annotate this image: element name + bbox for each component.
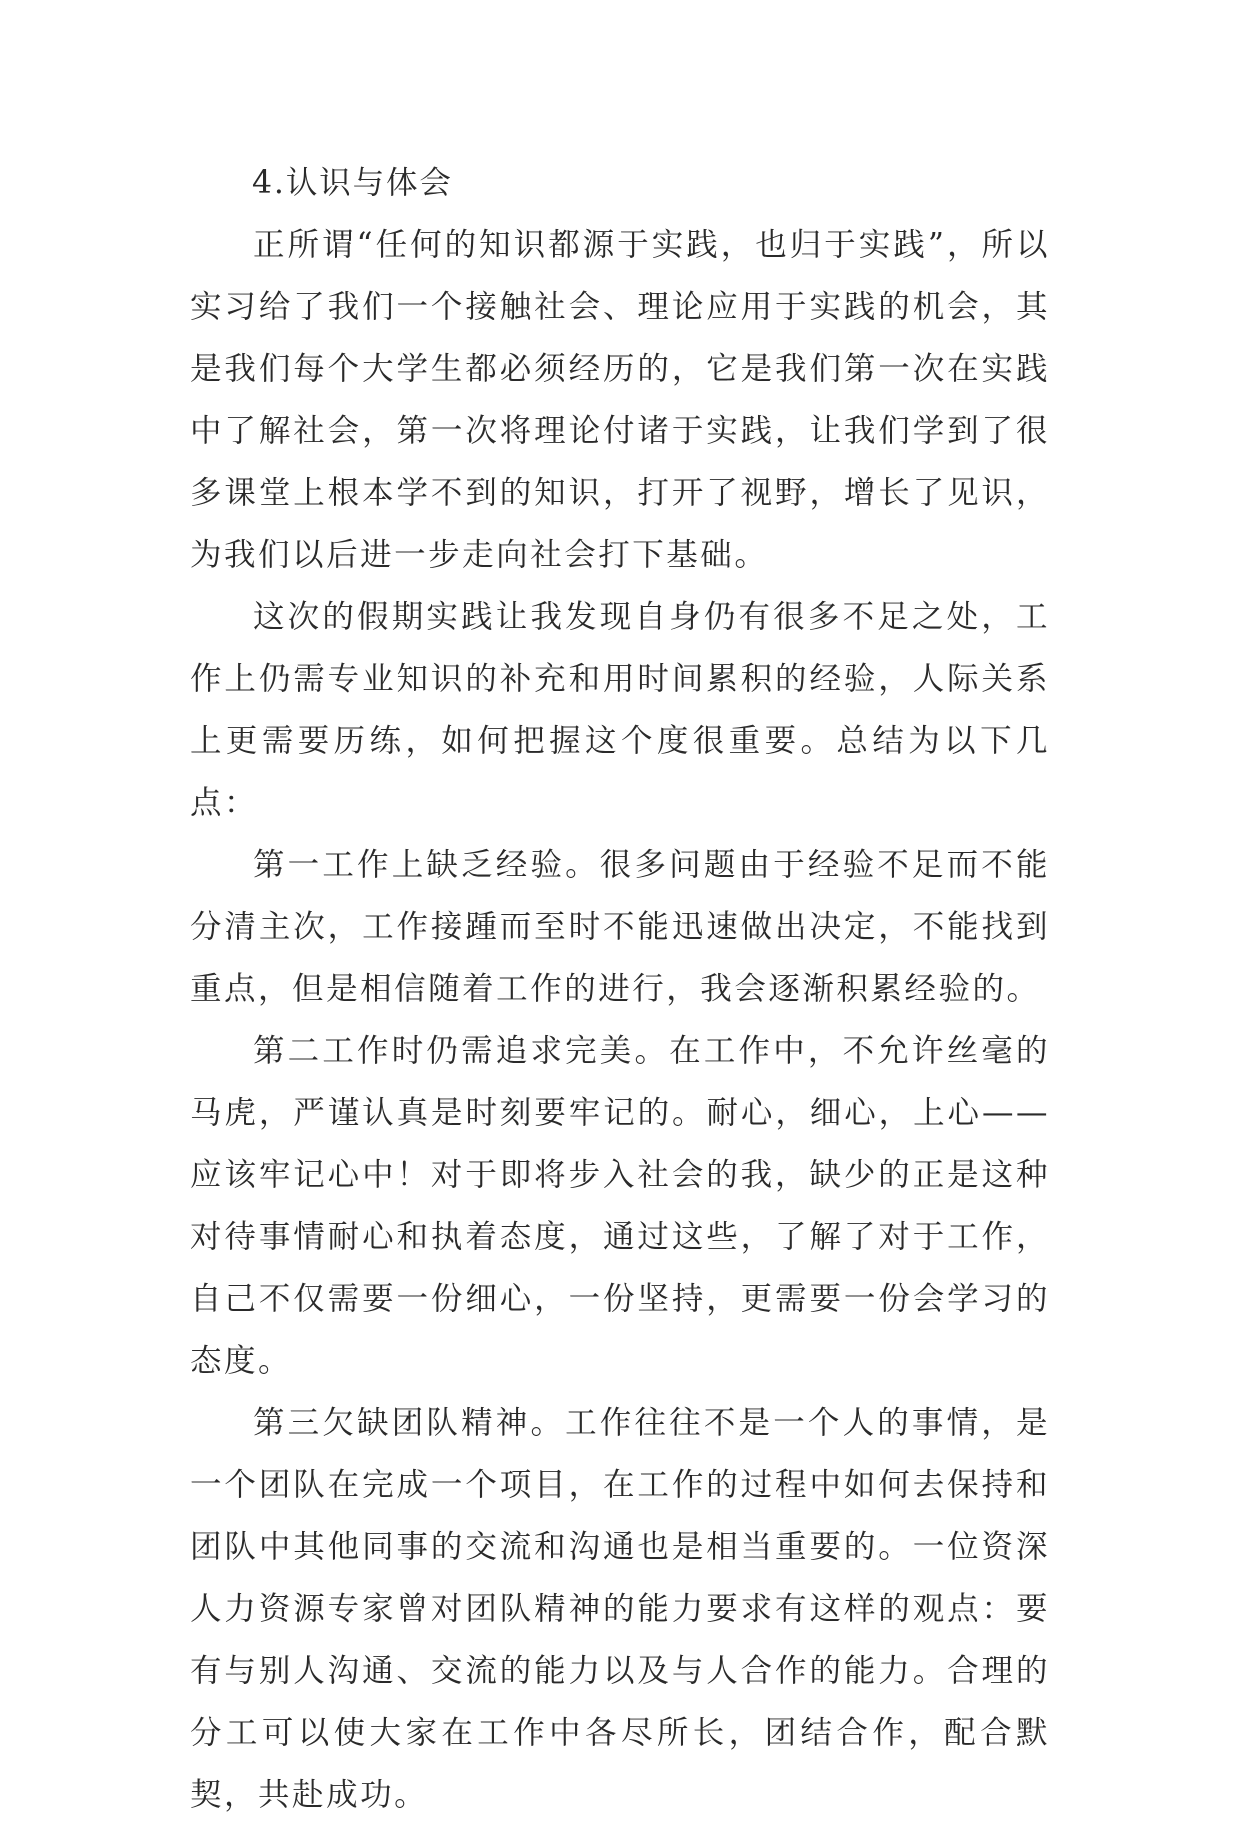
paragraph-shortcomings-intro: 这次的假期实践让我发现自身仍有很多不足之处，工作上仍需专业知识的补充和用时间累积的经验，人际关系上更需要历练，如何把握这个度很重要。总结为以下几点： — [190, 599, 1050, 821]
paragraph-point-two: 第二工作时仍需追求完美。在工作中，不允许丝毫的马虎，严谨认真是时刻要牢记的。耐心，细心，上心——应该牢记心中！对于即将步入社会的我，缺少的正是这种对待事情耐心和执着态度，通过这些，了解了对于工作，自己不仅需要一份细心，一份坚持，更需要一份会学习的态度。 — [190, 1033, 1050, 1379]
section-heading: 4.认识与体会 — [252, 165, 453, 201]
document-body — [190, 152, 1050, 1826]
paragraph-practice-significance: 正所谓“任何的知识都源于实践，也归于实践”，所以实习给了我们一个接触社会、理论应用于实践的机会，其是我们每个大学生都必须经历的，它是我们第一次在实践中了解社会，第一次将理论付诸于实践，让我们学到了很多课堂上根本学不到的知识，打开了视野，增长了见识，为我们以后进一步走向社会打下基础。 — [190, 227, 1050, 573]
paragraph-point-three: 第三欠缺团队精神。工作往往不是一个人的事情，是一个团队在完成一个项目，在工作的过程中如何去保持和团队中其他同事的交流和沟通也是相当重要的。一位资深人力资源专家曾对团队精神的能力要求有这样的观点：要有与别人沟通、交流的能力以及与人合作的能力。合理的分工可以使大家在工作中各尽所长，团结合作，配合默契，共赴成功。 — [190, 1405, 1050, 1813]
paragraph-point-one: 第一工作上缺乏经验。很多问题由于经验不足而不能分清主次，工作接踵而至时不能迅速做出决定，不能找到重点，但是相信随着工作的进行，我会逐渐积累经验的。 — [190, 847, 1050, 1007]
